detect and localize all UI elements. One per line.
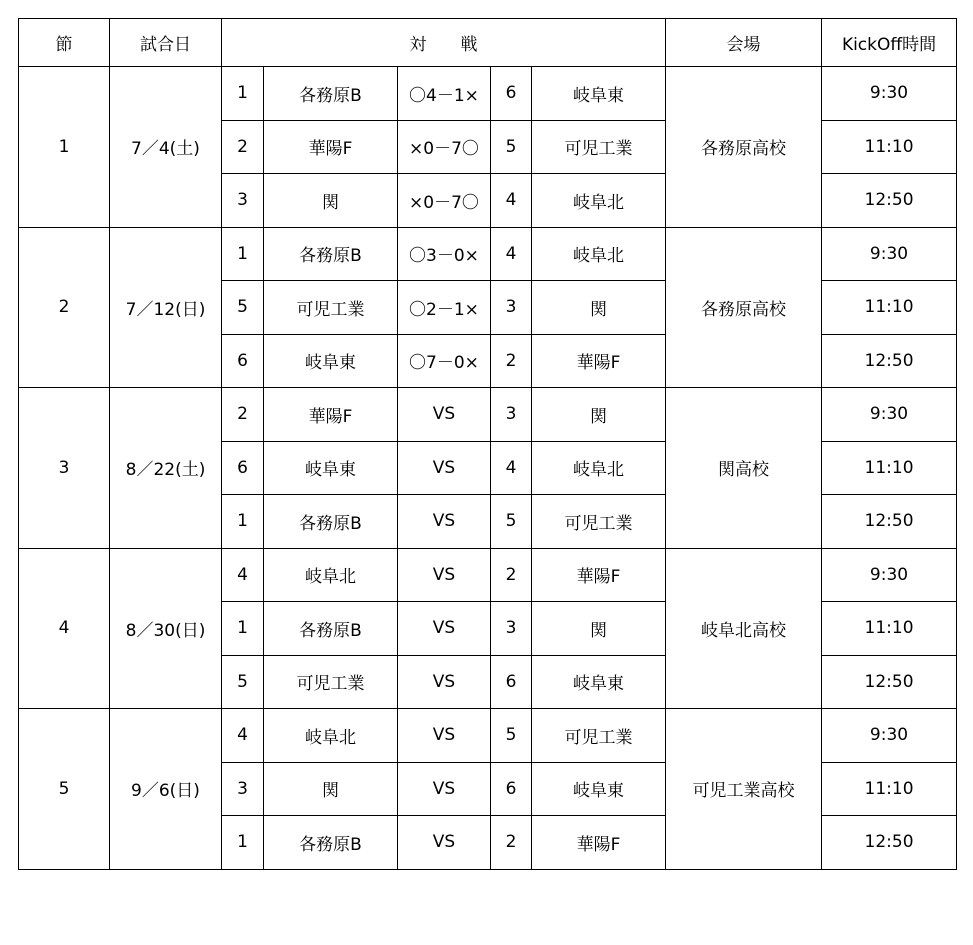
match-row <box>19 227 957 281</box>
venue-cell: 関高校 <box>666 388 822 549</box>
match-result: VS <box>398 441 491 495</box>
venue-cell: 岐阜北高校 <box>666 548 822 709</box>
home-team-number: 4 <box>222 548 264 602</box>
home-team-name: 岐阜東 <box>264 441 398 495</box>
match-result: VS <box>398 548 491 602</box>
home-team-name: 可児工業 <box>264 281 398 335</box>
match-schedule-table <box>18 18 957 870</box>
venue-cell: 各務原高校 <box>666 67 822 228</box>
away-team-name: 岐阜東 <box>532 655 666 709</box>
header-kickoff: KickOff時間 <box>822 19 957 67</box>
home-team-number: 3 <box>222 762 264 816</box>
match-result: VS <box>398 388 491 442</box>
header-date: 試合日 <box>110 19 222 67</box>
home-team-number: 5 <box>222 281 264 335</box>
match-result: VS <box>398 762 491 816</box>
kickoff-time: 12:50 <box>822 655 957 709</box>
kickoff-time: 11:10 <box>822 762 957 816</box>
away-team-name: 可児工業 <box>532 495 666 549</box>
header-round: 節 <box>19 19 110 67</box>
date-cell: 7／4(土) <box>110 67 222 228</box>
kickoff-time: 9:30 <box>822 227 957 281</box>
match-result: ×0－7〇 <box>398 174 491 228</box>
header-venue: 会場 <box>666 19 822 67</box>
away-team-name: 岐阜東 <box>532 67 666 121</box>
home-team-name: 華陽F <box>264 120 398 174</box>
away-team-number: 6 <box>491 67 532 121</box>
kickoff-time: 12:50 <box>822 174 957 228</box>
home-team-number: 2 <box>222 388 264 442</box>
kickoff-time: 9:30 <box>822 709 957 763</box>
match-result: 〇3－0× <box>398 227 491 281</box>
venue-cell: 各務原高校 <box>666 227 822 388</box>
match-result: VS <box>398 709 491 763</box>
kickoff-time: 11:10 <box>822 281 957 335</box>
schedule-body <box>19 67 957 870</box>
away-team-number: 5 <box>491 495 532 549</box>
away-team-name: 岐阜東 <box>532 762 666 816</box>
round-cell: 1 <box>19 67 110 228</box>
home-team-number: 6 <box>222 334 264 388</box>
home-team-name: 華陽F <box>264 388 398 442</box>
header-row <box>19 19 957 67</box>
match-result: VS <box>398 602 491 656</box>
kickoff-time: 11:10 <box>822 120 957 174</box>
away-team-name: 関 <box>532 602 666 656</box>
home-team-number: 1 <box>222 227 264 281</box>
away-team-number: 5 <box>491 120 532 174</box>
away-team-name: 岐阜北 <box>532 174 666 228</box>
away-team-number: 2 <box>491 334 532 388</box>
home-team-number: 1 <box>222 602 264 656</box>
kickoff-time: 12:50 <box>822 816 957 870</box>
venue-cell: 可児工業高校 <box>666 709 822 870</box>
away-team-number: 3 <box>491 281 532 335</box>
round-cell: 2 <box>19 227 110 388</box>
home-team-name: 各務原B <box>264 495 398 549</box>
home-team-name: 関 <box>264 174 398 228</box>
home-team-name: 各務原B <box>264 602 398 656</box>
round-cell: 3 <box>19 388 110 549</box>
away-team-name: 華陽F <box>532 548 666 602</box>
match-result: VS <box>398 655 491 709</box>
date-cell: 8／30(日) <box>110 548 222 709</box>
match-result: ×0－7〇 <box>398 120 491 174</box>
away-team-name: 関 <box>532 388 666 442</box>
match-result: 〇2－1× <box>398 281 491 335</box>
home-team-name: 各務原B <box>264 227 398 281</box>
away-team-number: 4 <box>491 441 532 495</box>
away-team-number: 3 <box>491 388 532 442</box>
match-result: 〇4－1× <box>398 67 491 121</box>
match-row <box>19 709 957 763</box>
away-team-number: 3 <box>491 602 532 656</box>
away-team-name: 華陽F <box>532 334 666 388</box>
away-team-number: 2 <box>491 816 532 870</box>
kickoff-time: 12:50 <box>822 334 957 388</box>
home-team-number: 5 <box>222 655 264 709</box>
away-team-name: 華陽F <box>532 816 666 870</box>
kickoff-time: 9:30 <box>822 548 957 602</box>
kickoff-time: 11:10 <box>822 441 957 495</box>
home-team-number: 1 <box>222 67 264 121</box>
home-team-name: 関 <box>264 762 398 816</box>
home-team-name: 岐阜北 <box>264 548 398 602</box>
home-team-name: 各務原B <box>264 67 398 121</box>
home-team-name: 岐阜北 <box>264 709 398 763</box>
away-team-number: 6 <box>491 762 532 816</box>
away-team-number: 6 <box>491 655 532 709</box>
round-cell: 5 <box>19 709 110 870</box>
kickoff-time: 9:30 <box>822 388 957 442</box>
match-row <box>19 388 957 442</box>
home-team-number: 1 <box>222 816 264 870</box>
home-team-name: 可児工業 <box>264 655 398 709</box>
kickoff-time: 9:30 <box>822 67 957 121</box>
kickoff-time: 11:10 <box>822 602 957 656</box>
home-team-number: 1 <box>222 495 264 549</box>
home-team-number: 2 <box>222 120 264 174</box>
home-team-number: 4 <box>222 709 264 763</box>
home-team-number: 6 <box>222 441 264 495</box>
away-team-name: 可児工業 <box>532 120 666 174</box>
header-match: 対 戦 <box>222 19 666 67</box>
away-team-name: 関 <box>532 281 666 335</box>
home-team-name: 岐阜東 <box>264 334 398 388</box>
match-row <box>19 548 957 602</box>
date-cell: 7／12(日) <box>110 227 222 388</box>
match-row <box>19 67 957 121</box>
match-result: VS <box>398 495 491 549</box>
away-team-number: 4 <box>491 227 532 281</box>
match-result: VS <box>398 816 491 870</box>
date-cell: 8／22(土) <box>110 388 222 549</box>
away-team-number: 2 <box>491 548 532 602</box>
home-team-name: 各務原B <box>264 816 398 870</box>
date-cell: 9／6(日) <box>110 709 222 870</box>
away-team-name: 可児工業 <box>532 709 666 763</box>
home-team-number: 3 <box>222 174 264 228</box>
round-cell: 4 <box>19 548 110 709</box>
away-team-name: 岐阜北 <box>532 227 666 281</box>
away-team-number: 5 <box>491 709 532 763</box>
away-team-name: 岐阜北 <box>532 441 666 495</box>
match-result: 〇7－0× <box>398 334 491 388</box>
kickoff-time: 12:50 <box>822 495 957 549</box>
away-team-number: 4 <box>491 174 532 228</box>
